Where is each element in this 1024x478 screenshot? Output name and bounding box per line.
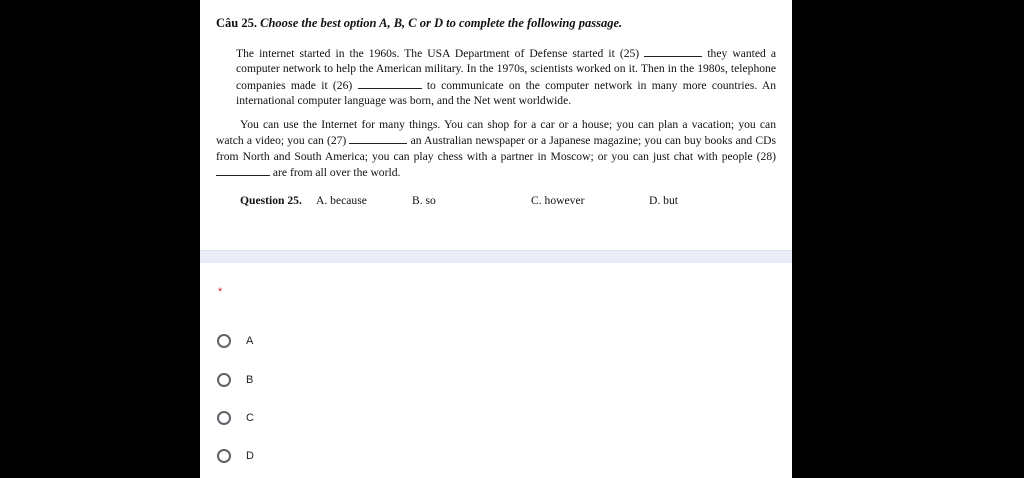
radio-d[interactable] xyxy=(217,449,231,463)
choice-b[interactable] xyxy=(217,369,253,391)
passage-text: The internet started in the 1960s. The USA Department of Defense started it (25) xyxy=(236,47,640,60)
radio-b[interactable] xyxy=(217,373,231,387)
choice-c[interactable] xyxy=(217,407,254,429)
choice-d[interactable] xyxy=(217,445,254,467)
passage-text: You can use the Internet for many things. You can shop for a car or a house; you can plan a vacation; you can watch a video; you can (27) xyxy=(216,118,776,148)
question-number: Câu 25. xyxy=(216,16,257,30)
choice-b-label: B xyxy=(246,374,254,386)
choice-c-label: C xyxy=(246,412,254,424)
blank-25 xyxy=(644,45,702,57)
passage-text: they wanted a computer network to help the American military. In the 1970s, scientists worked on it. Then in the 1980s, telephone companies made it (26) xyxy=(236,47,777,92)
question-image xyxy=(200,0,792,250)
radio-a[interactable] xyxy=(217,334,231,348)
choice-a-label: A xyxy=(246,335,254,347)
radio-c[interactable] xyxy=(217,411,231,425)
form-page xyxy=(200,0,792,478)
section-divider xyxy=(200,250,792,263)
choice-d-label: D xyxy=(246,450,254,462)
passage-paragraph-1 xyxy=(236,45,776,109)
option-a-text: A. because xyxy=(316,194,367,207)
option-d-text: D. but xyxy=(649,194,678,207)
blank-28 xyxy=(216,164,270,176)
question-title xyxy=(216,16,622,31)
question-instruction: Choose the best option A, B, C or D to complete the following passage. xyxy=(260,16,623,30)
passage-text: are from all over the world. xyxy=(272,166,401,180)
passage-text: an Australian newspaper or a Japanese magazine; you can buy books and CDs from North and South America; you can play chess with a partner in Moscow; or you can just chat with people (28) xyxy=(216,134,776,163)
choice-a[interactable] xyxy=(217,330,253,352)
blank-27 xyxy=(349,132,407,144)
option-c-text: C. however xyxy=(531,194,585,207)
passage-text: to communicate on the computer network in many more countries. An international computer language was born, and the Net went worldwide. xyxy=(236,78,777,108)
required-asterisk: * xyxy=(218,286,223,298)
blank-26 xyxy=(358,77,422,89)
question-label: Question 25. xyxy=(240,194,302,207)
passage-paragraph-2 xyxy=(216,117,776,181)
option-b-text: B. so xyxy=(412,194,436,207)
